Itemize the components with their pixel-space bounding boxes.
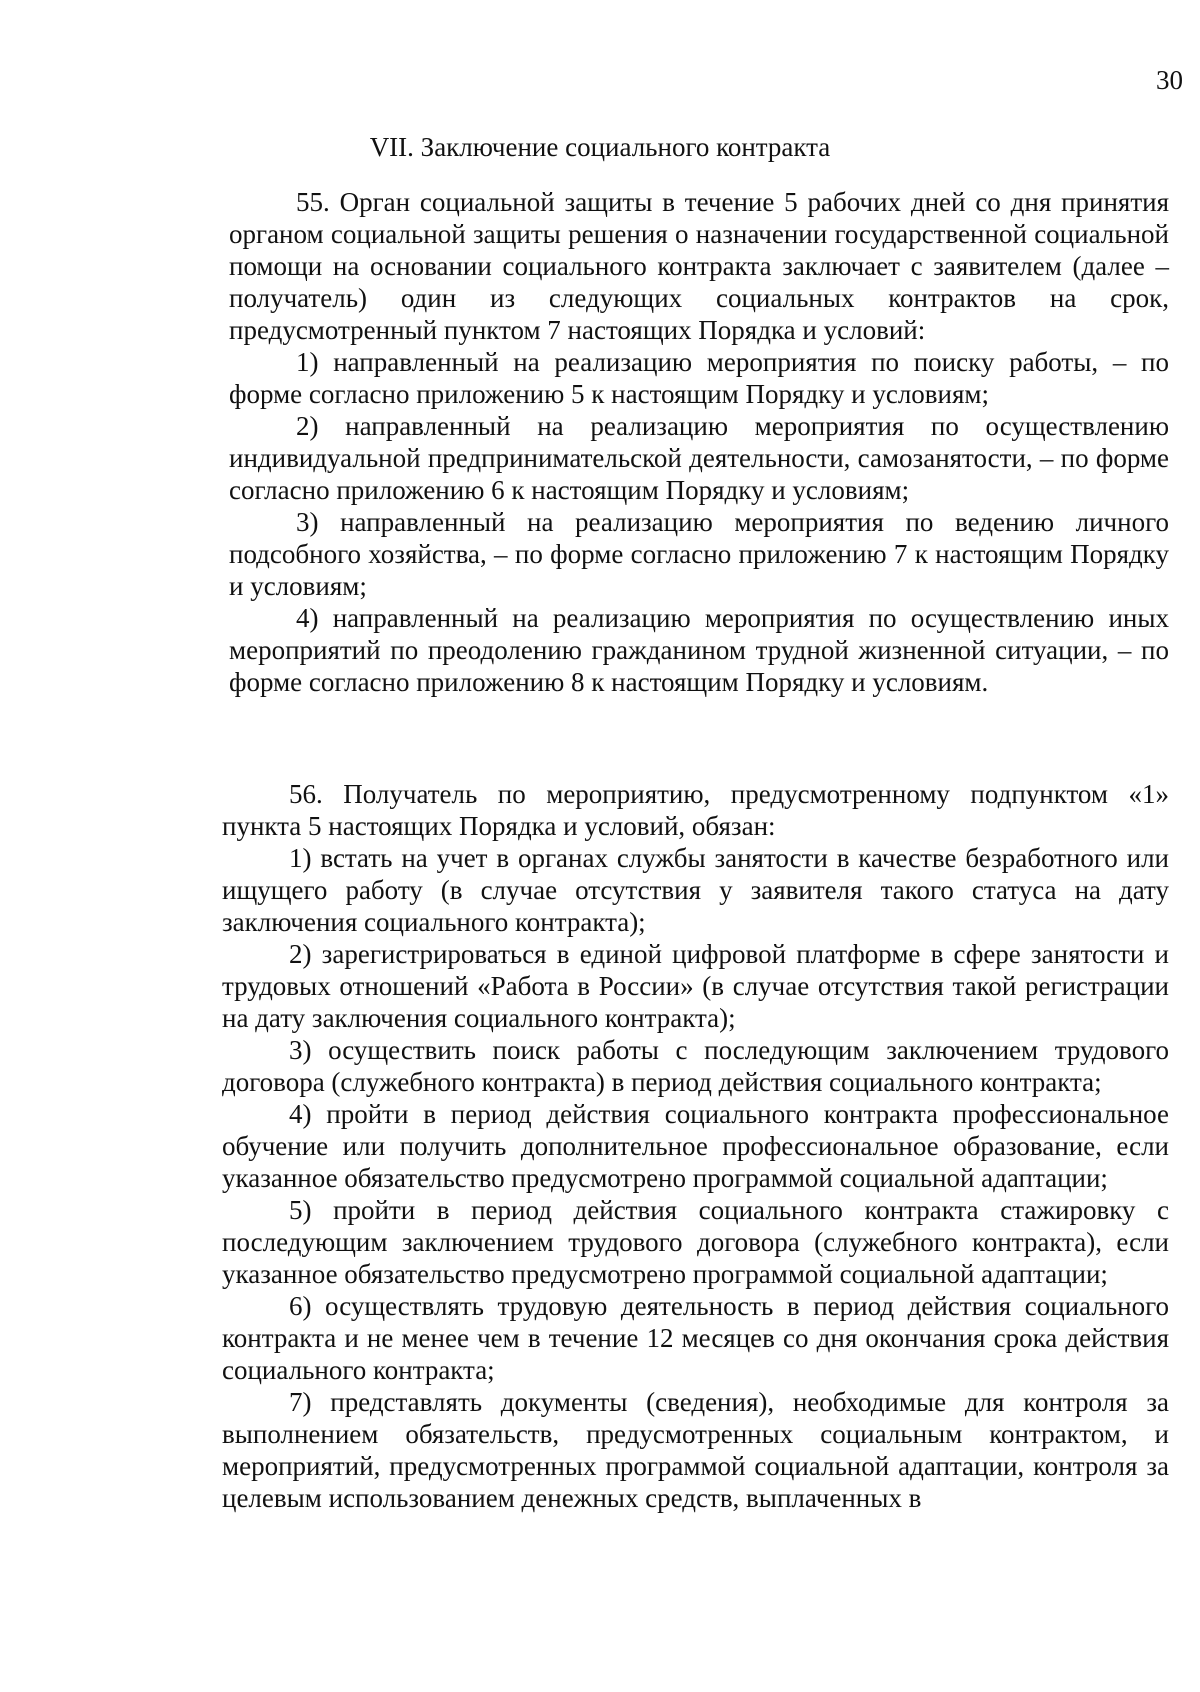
list-item-56-6: 6) осуществлять трудовую деятельность в период действия социального контракта и не менее чем в течение 12 месяцев со дня окончания срока действия социального контракта; (222, 1291, 1169, 1385)
section-heading: VII. Заключение социального контракта (369, 132, 831, 162)
paragraph-55-intro: 55. Орган социальной защиты в течение 5 рабочих дней со дня принятия органом социальной защиты решения о назначении государственной социальной помощи на основании социального контракта заключает с заявителем (далее – получатель) один из следующих социальных контрактов на срок, предусмотренный пунктом 7 настоящих Порядка и условий: (229, 187, 1169, 345)
list-item-56-4: 4) пройти в период действия социального контракта профессиональное обучение или получить дополнительное профессиональное образование, если указанное обязательство предусмотрено программой социальной адаптации; (222, 1099, 1169, 1193)
list-item-56-1: 1) встать на учет в органах службы занятости в качестве безработного или ищущего работу (в случае отсутствия у заявителя такого статуса на дату заключения социального контракта); (222, 843, 1169, 937)
list-item-56-3: 3) осуществить поиск работы с последующим заключением трудового договора (служебного контракта) в период действия социального контракта; (222, 1035, 1169, 1097)
paragraph-56-intro: 56. Получатель по мероприятию, предусмотренному подпунктом «1» пункта 5 настоящих Порядка и условий, обязан: (222, 779, 1169, 841)
list-item-55-4: 4) направленный на реализацию мероприятия по осуществлению иных мероприятий по преодолению гражданином трудной жизненной ситуации, – по форме согласно приложению 8 к настоящим Порядку и условиям. (229, 603, 1169, 697)
section-55 (229, 186, 1169, 698)
list-item-55-3: 3) направленный на реализацию мероприятия по ведению личного подсобного хозяйства, – по форме согласно приложению 7 к настоящим Порядку и условиям; (229, 507, 1169, 601)
list-item-55-2: 2) направленный на реализацию мероприятия по осуществлению индивидуальной предпринимательской деятельности, самозанятости, – по форме согласно приложению 6 к настоящим Порядку и условиям; (229, 411, 1169, 505)
list-item-56-7: 7) представлять документы (сведения), необходимые для контроля за выполнением обязательств, предусмотренных социальным контрактом, и мероприятий, предусмотренных программой социальной адаптации, контроля за целевым использованием денежных средств, выплаченных в (222, 1387, 1169, 1513)
list-item-56-2: 2) зарегистрироваться в единой цифровой платформе в сфере занятости и трудовых отношений «Работа в России» (в случае отсутствия такой регистрации на дату заключения социального контракта); (222, 939, 1169, 1033)
list-item-56-5: 5) пройти в период действия социального контракта стажировку с последующим заключением трудового договора (служебного контракта), если указанное обязательство предусмотрено программой социальной адаптации; (222, 1195, 1169, 1289)
page-number: 30 (1156, 65, 1183, 95)
section-56 (222, 778, 1169, 1514)
list-item-55-1: 1) направленный на реализацию мероприятия по поиску работы, – по форме согласно приложению 5 к настоящим Порядку и условиям; (229, 347, 1169, 409)
